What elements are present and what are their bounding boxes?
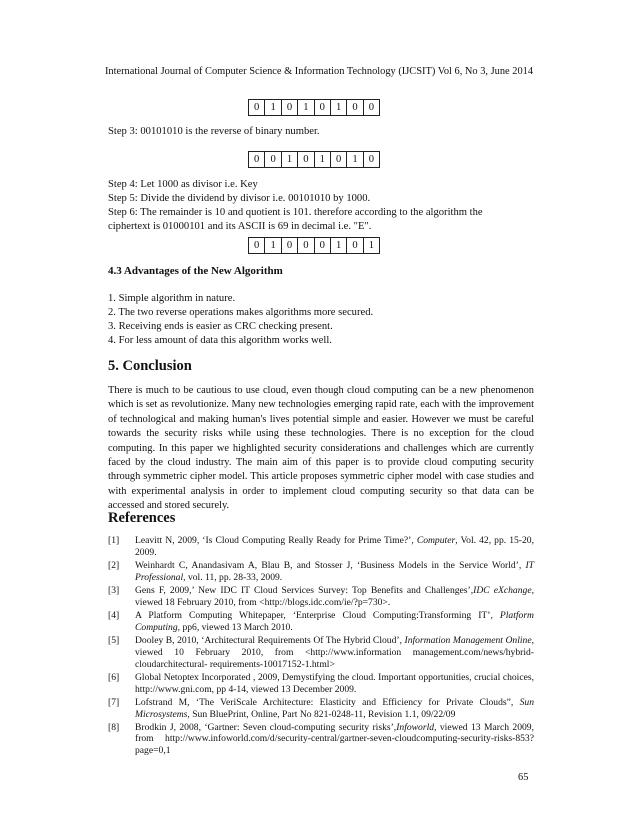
step-4: Step 4: Let 1000 as divisor i.e. Key: [108, 179, 258, 190]
bit-cell: 0: [298, 238, 314, 254]
bit-cell: 0: [298, 152, 314, 168]
bit-cell: 0: [249, 152, 265, 168]
reference-number: [5]: [108, 634, 120, 646]
reference-text: , Sun BluePrint, Online, Part No 821-0248-11, Revision 1.1, 09/22/09: [187, 708, 456, 720]
bit-cell: 0: [347, 100, 363, 116]
bit-cell: 0: [314, 238, 330, 254]
bit-cell: 0: [330, 152, 346, 168]
reference-text: Gens F, 2009,’ New IDC IT Cloud Services Survey: Top Benefits and Challenges’,: [135, 584, 474, 596]
reference-item: [108, 635, 534, 670]
reference-number: [4]: [108, 609, 120, 621]
bit-cell: 0: [281, 238, 297, 254]
bit-table-ciphertext: [248, 237, 380, 254]
bit-cell: 0: [363, 100, 379, 116]
reference-number: [3]: [108, 584, 120, 596]
advantage-item: 4. For less amount of data this algorithm works well.: [108, 335, 332, 346]
bit-cell: 1: [314, 152, 330, 168]
reference-item: [108, 697, 534, 721]
step-6-line-1: Step 6: The remainder is 10 and quotient is 101. therefore according to the algorithm the: [108, 207, 483, 218]
reference-number: [8]: [108, 721, 120, 733]
bit-cell: 1: [330, 238, 346, 254]
running-header: International Journal of Computer Science & Information Technology (IJCSIT) Vol 6, No 3, June 2014: [104, 66, 534, 77]
section-heading-conclusion: 5. Conclusion: [108, 358, 192, 374]
step-5: Step 5: Divide the dividend by divisor i.e. 00101010 by 1000.: [108, 193, 371, 204]
bit-cell: 0: [314, 100, 330, 116]
references-heading: References: [108, 510, 176, 526]
reference-number: [1]: [108, 535, 120, 546]
bit-cell: 1: [265, 238, 281, 254]
reference-venue: IT Professional: [135, 559, 534, 583]
advantage-item: 1. Simple algorithm in nature.: [108, 293, 236, 304]
reference-item: [108, 535, 534, 559]
reference-text: Global Netoptex Incorporated , 2009, Demystifying the cloud. Important opportunities, crucial choices, http://www.gni.com, pp 4-14, viewed 13 December 2009.: [135, 671, 534, 695]
reference-text: Brodkin J, 2008, ‘Gartner: Seven cloud-computing security risks’,: [135, 721, 397, 733]
bit-cell: 1: [281, 152, 297, 168]
reference-text: , Vol. 42, pp. 15-20, 2009.: [135, 535, 534, 558]
reference-text: Lofstrand M, ‘The VeriScale Architecture: Elasticity and Efficiency for Private Clouds”,: [135, 696, 520, 708]
bit-cell: 1: [363, 238, 379, 254]
reference-venue: Platform Computing,: [135, 609, 534, 633]
bit-cell: 0: [265, 152, 281, 168]
reference-list: [108, 535, 534, 758]
bit-cell: 0: [347, 238, 363, 254]
reference-text: viewed 18 February 2010, from <http://blogs.idc.com/ie/?p=730>.: [135, 596, 391, 608]
step-3: Step 3: 00101010 is the reverse of binary number.: [108, 126, 320, 137]
reference-venue: Computer: [416, 535, 456, 546]
bit-cell: 1: [347, 152, 363, 168]
bit-cell: 1: [330, 100, 346, 116]
reference-number: [2]: [108, 559, 120, 571]
reference-item: [108, 672, 534, 696]
reference-text: pp6, viewed 13 March 2010.: [180, 621, 293, 633]
reference-venue: Sun Microsystems: [135, 696, 534, 720]
reference-venue: Infoworld: [396, 721, 435, 733]
bit-table-reversed: [248, 151, 380, 168]
reference-text: A Platform Computing Whitepaper, ‘Enterprise Cloud Computing:Transforming IT’,: [135, 609, 500, 621]
bit-cell: 1: [298, 100, 314, 116]
reference-number: [6]: [108, 671, 120, 683]
bit-cell: 0: [249, 100, 265, 116]
reference-text: , vol. 11, pp. 28-33, 2009.: [183, 571, 283, 583]
reference-text: Leavitt N, 2009, ‘Is Cloud Computing Really Ready for Prime Time?’,: [135, 535, 417, 546]
page-number: 65: [518, 772, 529, 783]
reference-text: , viewed 13 March 2009, from http://www.infoworld.com/d/security-central/gartner-seven-cloudcomputing-security-risks-853?page=0,1: [135, 721, 534, 757]
reference-item: [108, 585, 534, 609]
bit-cell: 1: [265, 100, 281, 116]
bit-cell: 0: [363, 152, 379, 168]
advantage-item: 2. The two reverse operations makes algorithms more secured.: [108, 307, 374, 318]
reference-text: Dooley B, 2010, ‘Architectural Requirements Of The Hybrid Cloud’,: [135, 634, 405, 646]
reference-text: , viewed 10 February 2010, from <http://www.information management.com/news/hybrid-cloudarchitectural- requirements-10017152-1.html>: [135, 634, 534, 670]
reference-number: [7]: [108, 696, 120, 708]
reference-venue: IDC eXchange,: [473, 584, 534, 596]
bit-cell: 0: [281, 100, 297, 116]
section-heading-advantages: 4.3 Advantages of the New Algorithm: [108, 265, 283, 277]
conclusion-paragraph: There is much to be cautious to use cloud, even though cloud computing can be a new phenomenon which is set as revolutionize. Many new technologies emerging rapid rate, each with the improvement of technological and making human's lives potential simple and easier. However we must be careful towards the security risks while using these technologies. There is no exception for the cloud computing. In this paper we highlighted security considerations and challenges which are currently faced by the cloud industry. The main aim of this paper is to provide cloud computing security through symmetric cipher model. This article proposes symmetric cipher model with case studies and with experimental analysis in order to implement cloud computing security so that data can be accessed and stored securely.: [108, 385, 534, 512]
reference-item: [108, 722, 534, 757]
reference-text: Weinhardt C, Anandasivam A, Blau B, and Stosser J, ‘Business Models in the Service World’,: [135, 559, 526, 571]
bit-table-input: [248, 99, 380, 116]
reference-item: [108, 610, 534, 634]
bit-cell: 0: [249, 238, 265, 254]
reference-item: [108, 560, 534, 584]
advantage-item: 3. Receiving ends is easier as CRC checking present.: [108, 321, 333, 332]
step-6-line-2: ciphertext is 01000101 and its ASCII is 69 in decimal i.e. "E".: [108, 221, 372, 232]
reference-venue: Information Management Online: [404, 634, 532, 646]
